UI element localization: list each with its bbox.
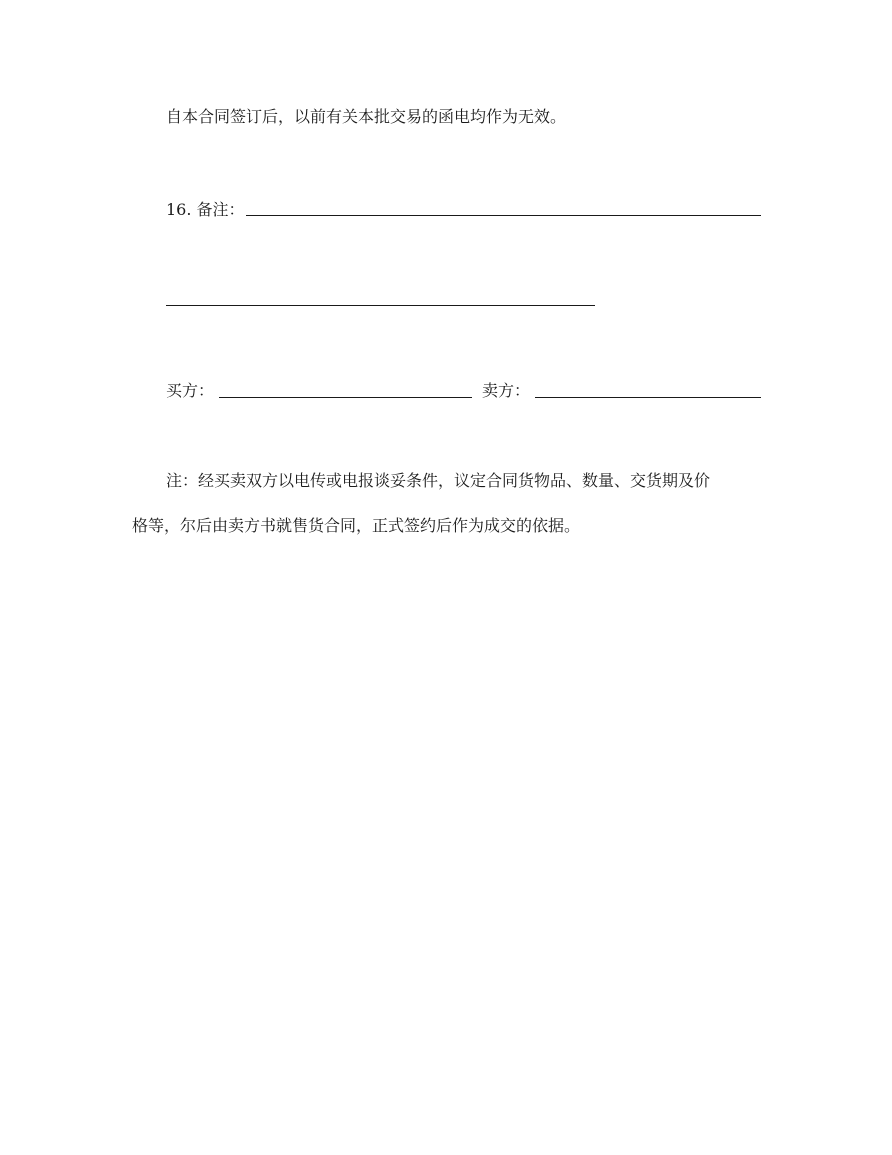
seller-signature-line [535,397,761,398]
seller-label: 卖方： [482,381,531,400]
buyer-signature-line [219,397,472,398]
remarks-blank-line-1 [246,215,761,216]
remarks-blank-line-2 [166,305,595,306]
remarks-label: 16. 备注： [166,200,245,219]
clause-validity-text: 自本合同签订后，以前有关本批交易的函电均作为无效。 [166,107,567,126]
buyer-label: 买方： [166,381,215,400]
note-line-2: 格等，尔后由卖方书就售货合同，正式签约后作为成交的依据。 [132,516,581,535]
note-line-1: 注：经买卖双方以电传或电报谈妥条件，议定合同货物品、数量、交货期及价 [166,471,711,490]
